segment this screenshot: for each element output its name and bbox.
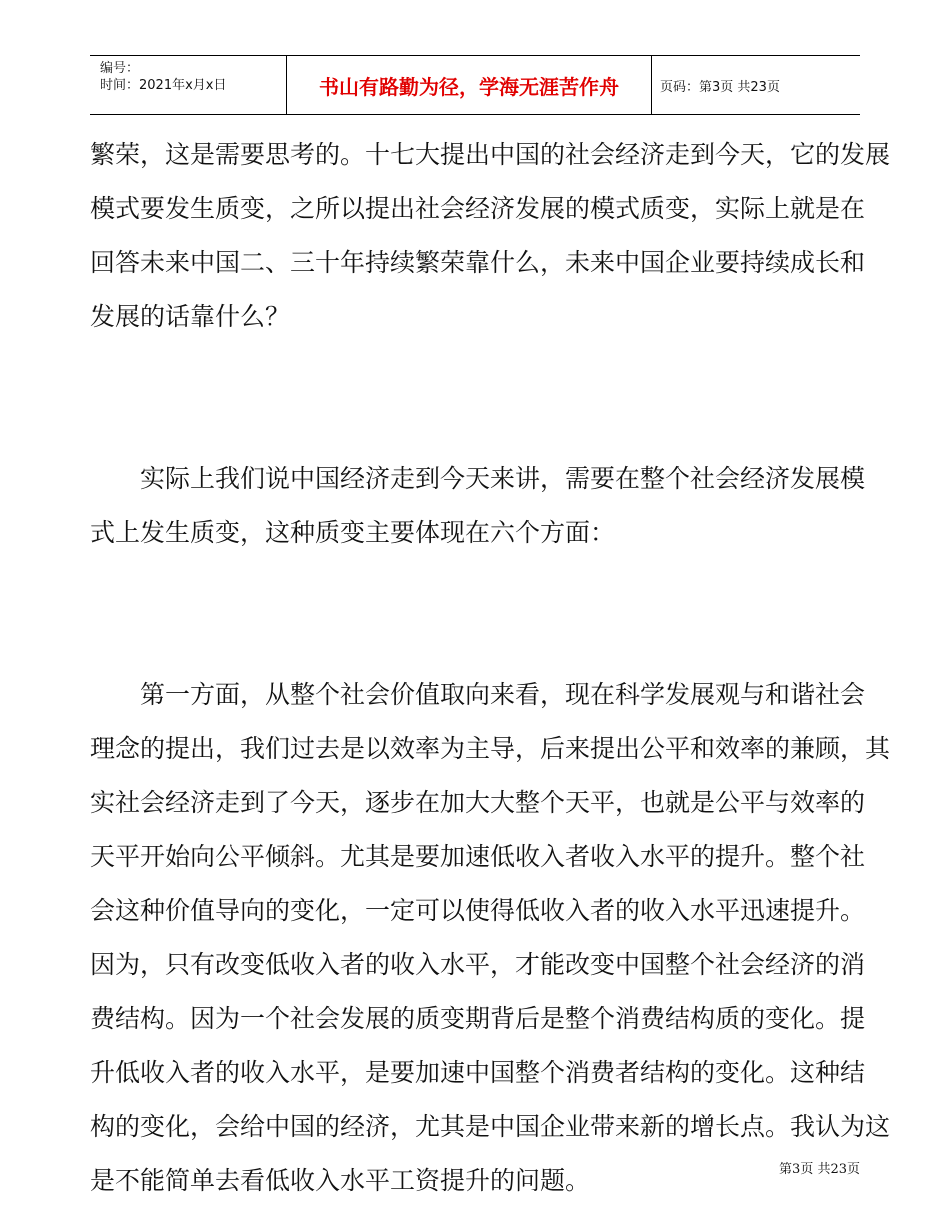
- text-line: 因为，只有改变低收入者的收入水平，才能改变中国整个社会经济的消: [90, 950, 866, 979]
- document-number-label: 编号：: [100, 61, 140, 76]
- header-page-info: 页码：第3页 共23页: [660, 79, 780, 95]
- document-time: 时间：2021年x月x日: [100, 78, 227, 93]
- header-motto: 书山有路勤为径，学海无涯苦作舟: [286, 56, 652, 114]
- paragraph-3: [90, 668, 891, 1208]
- text-line: 构的变化，会给中国的经济，尤其是中国企业带来新的增长点。我认为这: [90, 1112, 891, 1141]
- page-footer: 第3页 共23页: [779, 1162, 860, 1177]
- paragraph-1: [90, 128, 891, 344]
- text-line: 回答未来中国二、三十年持续繁荣靠什么，未来中国企业要持续成长和: [90, 248, 866, 277]
- text-line: 式上发生质变，这种质变主要体现在六个方面：: [90, 518, 616, 547]
- paragraph-2: [90, 452, 865, 560]
- paragraph-spacer: [90, 344, 865, 398]
- text-line: 升低收入者的收入水平，是要加速中国整个消费者结构的变化。这种结: [90, 1058, 866, 1087]
- text-line: 模式要发生质变，之所以提出社会经济发展的模式质变，实际上就是在: [90, 194, 866, 223]
- paragraph-spacer: [90, 398, 865, 452]
- document-body: [90, 128, 891, 1208]
- text-line: 第一方面，从整个社会价值取向来看，现在科学发展观与和谐社会: [140, 680, 866, 709]
- paragraph-spacer: [90, 614, 865, 668]
- text-line: 天平开始向公平倾斜。尤其是要加速低收入者收入水平的提升。整个社: [90, 842, 866, 871]
- text-line: 费结构。因为一个社会发展的质变期背后是整个消费结构质的变化。提: [90, 1004, 866, 1033]
- text-line: 会这种价值导向的变化，一定可以使得低收入者的收入水平迅速提升。: [90, 896, 866, 925]
- paragraph-spacer: [90, 560, 865, 614]
- text-line: 实际上我们说中国经济走到今天来讲，需要在整个社会经济发展模: [140, 464, 866, 493]
- text-line: 实社会经济走到了今天，逐步在加大大整个天平，也就是公平与效率的: [90, 788, 866, 817]
- page-header: [90, 55, 860, 115]
- text-line: 发展的话靠什么？: [90, 302, 291, 331]
- header-meta: [90, 56, 286, 114]
- text-line: 繁荣，这是需要思考的。十七大提出中国的社会经济走到今天，它的发展: [90, 140, 891, 169]
- text-line: 是不能简单去看低收入水平工资提升的问题。: [90, 1166, 591, 1195]
- text-line: 理念的提出，我们过去是以效率为主导，后来提出公平和效率的兼顾，其: [90, 734, 891, 763]
